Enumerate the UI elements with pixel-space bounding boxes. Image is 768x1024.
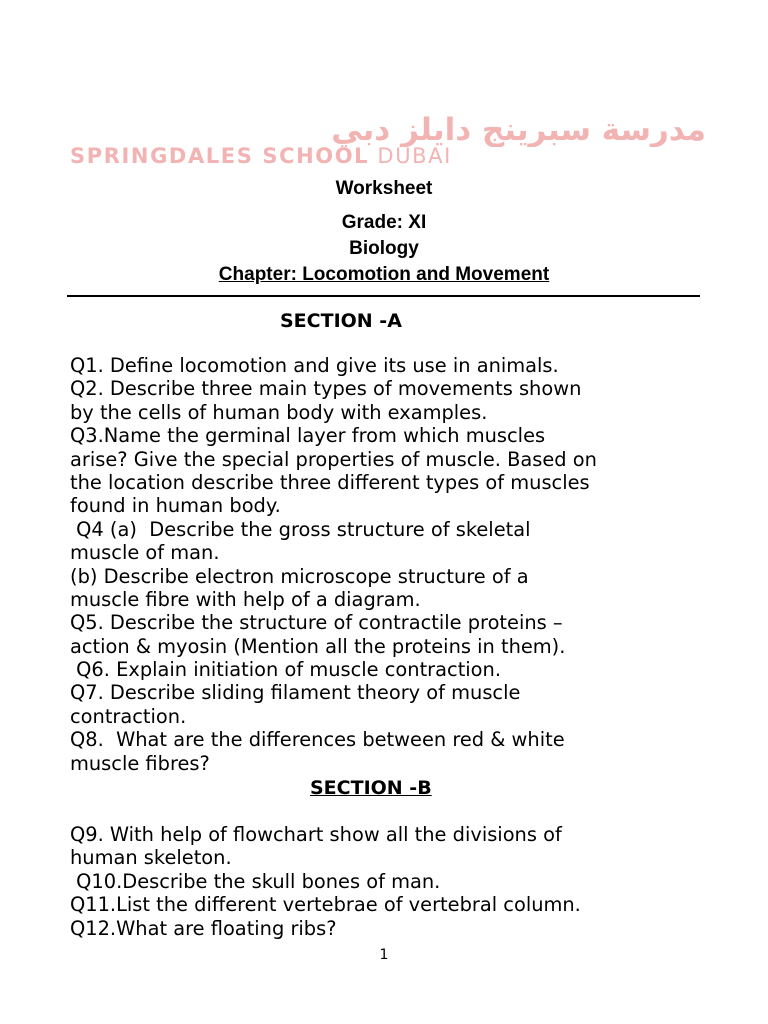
- section-b-questions: [70, 823, 710, 940]
- question-line: Q9. With help of flowchart show all the divisions of: [70, 823, 562, 846]
- question-line: Q10.Describe the skull bones of man.: [70, 869, 441, 893]
- logo-arabic-text: مدرسة سبرينج دايلز دبي: [331, 113, 706, 147]
- question-line: found in human body.: [70, 494, 281, 518]
- question-line: Q8. What are the differences between red & white: [70, 728, 565, 752]
- logo-school-name: SPRINGDALES SCHOOL: [70, 144, 370, 168]
- question-line: Q5. Describe the structure of contractile proteins –: [70, 611, 563, 635]
- question-line: by the cells of human body with examples.: [70, 400, 488, 424]
- section-a-questions: [70, 354, 710, 775]
- chapter-title-text: Chapter: Locomotion and Movement: [218, 264, 550, 285]
- question-line: action & myosin (Mention all the proteins in them).: [70, 634, 566, 658]
- grade-title: Grade: XI: [341, 212, 427, 233]
- question-line: Q12.What are floating ribs?: [70, 916, 337, 940]
- question-line: human skeleton.: [70, 846, 232, 870]
- question-line: Q6. Explain initiation of muscle contraction.: [70, 658, 501, 682]
- question-line: the location describe three different types of muscles: [70, 470, 590, 494]
- page-number: 1: [379, 947, 389, 963]
- question-line: Q2. Describe three main types of movements shown: [70, 377, 582, 401]
- section-a-heading: SECTION -A: [280, 310, 402, 332]
- question-line: arise? Give the special properties of muscle. Based on: [70, 447, 597, 471]
- question-line: muscle fibres?: [70, 751, 210, 775]
- header-divider: [67, 295, 700, 297]
- question-line: contraction.: [70, 704, 187, 728]
- question-line: Q11.List the different vertebrae of vertebral column.: [70, 893, 581, 917]
- logo-english-text: [70, 143, 710, 169]
- doc-type-title: Worksheet: [335, 178, 433, 199]
- question-line: Q4 (a) Describe the gross structure of skeletal: [70, 517, 531, 541]
- question-line: muscle of man.: [70, 541, 220, 565]
- subject-title: Biology: [349, 238, 419, 259]
- question-line: Q1. Define locomotion and give its use in animals.: [70, 354, 559, 377]
- question-line: Q7. Describe sliding filament theory of muscle: [70, 681, 521, 705]
- chapter-title: [0, 264, 768, 286]
- question-line: muscle fibre with help of a diagram.: [70, 587, 421, 611]
- logo-city-name: DUBAI: [369, 144, 452, 168]
- section-b-heading: SECTION -B: [310, 777, 432, 799]
- question-line: Q3.Name the germinal layer from which muscles: [70, 424, 546, 448]
- question-line: (b) Describe electron microscope structure of a: [70, 564, 529, 588]
